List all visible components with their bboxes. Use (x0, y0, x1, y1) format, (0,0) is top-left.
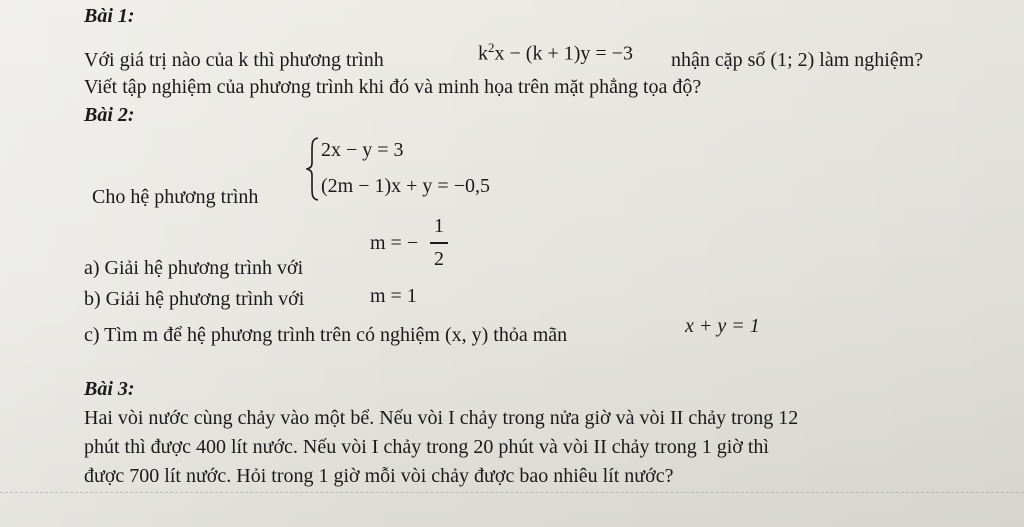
bai2-part-a: a) Giải hệ phương trình với (84, 257, 304, 279)
bai1-equation-rest: x − (k + 1)y = −3 (494, 42, 633, 65)
bai3-line3: được 700 lít nước. Hỏi trong 1 giờ mỗi vòi chảy được bao nhiêu lít nước? (84, 465, 674, 487)
bai2-heading: Bài 2: (84, 104, 135, 126)
bai3-heading: Bài 3: (84, 378, 135, 400)
part-a-denominator: 2 (434, 248, 444, 270)
bai2-part-b: b) Giải hệ phương trình với (84, 288, 305, 310)
bai1-line2: Viết tập nghiệm của phương trình khi đó và minh họa trên mặt phẳng tọa độ? (84, 76, 702, 98)
bai2-system-label: Cho hệ phương trình (92, 186, 259, 208)
system-brace-icon (306, 137, 320, 201)
page-fold-line (0, 492, 1024, 494)
bai1-equation-exponent: 2 (488, 40, 495, 55)
bai1-heading: Bài 1: (84, 5, 135, 27)
bai1-line1-text: Với giá trị nào của k thì phương trình (84, 49, 384, 71)
part-c-condition: x + y = 1 (685, 315, 760, 337)
part-a-fraction-bar (430, 242, 448, 244)
bai1-equation-k: k (478, 42, 488, 65)
system-equation-2: (2m − 1)x + y = −0,5 (321, 175, 490, 197)
bai3-line1: Hai vòi nước cùng chảy vào một bể. Nếu vòi I chảy trong nửa giờ và vòi II chảy trong 12 (84, 407, 799, 429)
part-a-m-value: m = − (370, 232, 419, 254)
part-a-numerator: 1 (434, 215, 444, 237)
bai3-line2: phút thì được 400 lít nước. Nếu vòi I chảy trong 20 phút và vòi II chảy trong 1 giờ thì (84, 436, 769, 458)
bai2-part-c: c) Tìm m để hệ phương trình trên có nghiệm (x, y) thỏa mãn (84, 324, 568, 346)
part-b-m-value: m = 1 (370, 285, 417, 307)
bai1-line1-tail: nhận cặp số (1; 2) làm nghiệm? (671, 49, 924, 71)
system-equation-1: 2x − y = 3 (321, 139, 404, 161)
bai1-equation (478, 36, 633, 66)
